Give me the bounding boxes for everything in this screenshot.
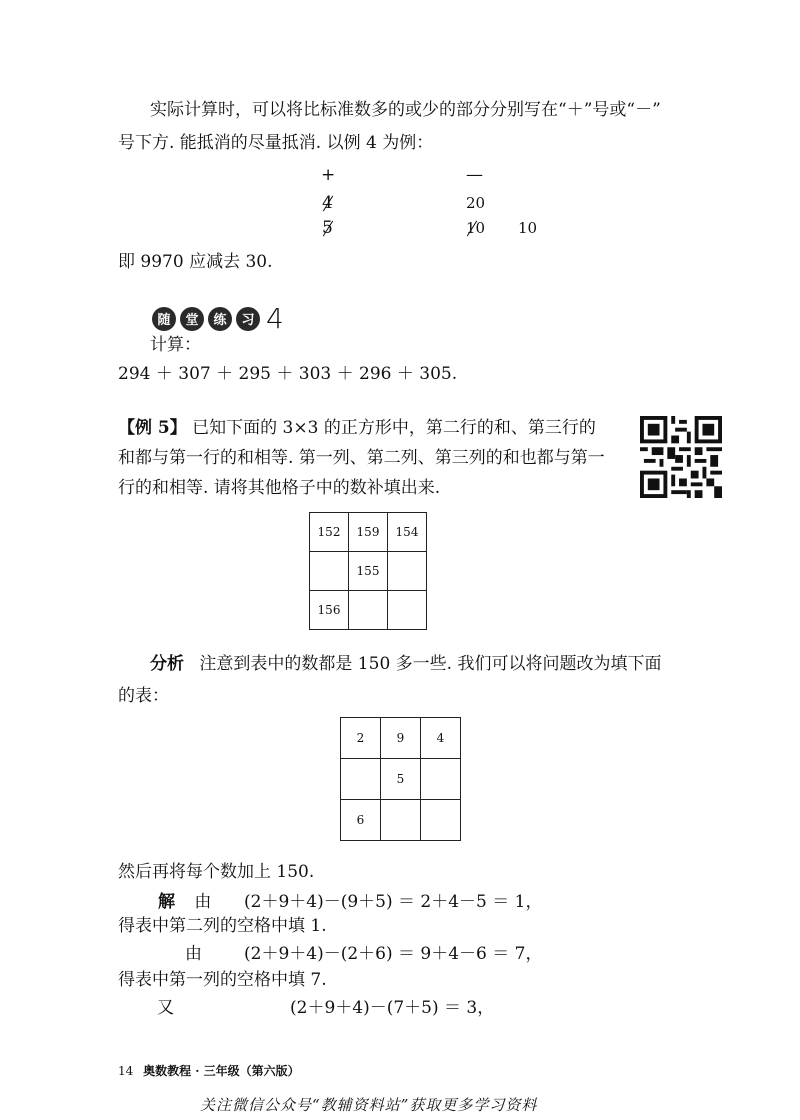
equation: (2＋9＋4)－(2＋6) ＝ 9＋4－6 ＝ 7，	[244, 944, 543, 964]
crossed-number: 10	[466, 216, 485, 240]
example-line: 行的和相等. 请将其他格子中的数补填出来.	[118, 478, 441, 498]
plus-value	[322, 191, 333, 215]
result-text: 得表中第一列的空格中填 7.	[118, 970, 327, 990]
grid-cell	[310, 552, 349, 591]
equation: (2＋9＋4)－(9＋5) ＝ 2＋4－5 ＝ 1，	[244, 892, 543, 912]
grid-cell: 2	[341, 718, 381, 759]
equation: (2＋9＋4)－(7＋5) ＝ 3，	[290, 998, 495, 1018]
grid-cell	[341, 759, 381, 800]
plus-value	[322, 216, 333, 240]
example-text: 已知下面的 3×3 的正方形中，第二行的和、第三行的	[192, 418, 596, 438]
practice-expression: 294 ＋ 307 ＋ 295 ＋ 303 ＋ 296 ＋ 305.	[118, 364, 458, 384]
paragraph-line: 号下方. 能抵消的尽量抵消. 以例 4 为例：	[118, 133, 434, 153]
number-grid	[309, 512, 427, 630]
practice-badge: 练	[208, 307, 232, 331]
page-footer	[118, 1062, 300, 1079]
grid-cell	[349, 591, 388, 630]
solution-word: 又	[157, 998, 174, 1018]
practice-badges	[152, 307, 260, 331]
page-number: 14	[118, 1064, 134, 1078]
grid-cell	[388, 552, 427, 591]
grid-cell	[388, 591, 427, 630]
grid-cell: 6	[341, 800, 381, 841]
analysis-line: 的表：	[118, 686, 169, 706]
crossed-number: 4	[322, 193, 333, 213]
crossed-number: 5	[322, 218, 333, 238]
solution-word: 由	[194, 892, 212, 912]
example-tag: 【例 5】	[118, 418, 187, 438]
conclusion-text: 即 9970 应减去 30.	[118, 252, 273, 272]
paragraph-line: 实际计算时，可以将比标准数多的或少的部分分别写在“＋”号或“－”	[150, 100, 661, 120]
watermark-text: 关注微信公众号“教辅资料站”获取更多学习资料	[200, 1096, 538, 1114]
grid-cell: 156	[310, 591, 349, 630]
practice-badge: 习	[236, 307, 260, 331]
practice-label: 计算：	[150, 335, 201, 355]
grid-cell	[421, 759, 461, 800]
minus-value	[466, 216, 485, 240]
grid-cell: 155	[349, 552, 388, 591]
practice-badge: 堂	[180, 307, 204, 331]
practice-header	[152, 302, 284, 335]
grid-cell: 9	[381, 718, 421, 759]
practice-number: 4	[266, 302, 284, 335]
remainder-value: 10	[518, 219, 538, 237]
book-title: 奥数教程 · 三年级（第六版）	[143, 1064, 300, 1078]
example-line: 和都与第一行的和相等. 第一列、第二列、第三列的和也都与第一	[118, 448, 605, 468]
minus-value: 20	[466, 194, 486, 212]
grid-cell: 4	[421, 718, 461, 759]
grid-cell: 152	[310, 513, 349, 552]
grid-cell: 5	[381, 759, 421, 800]
example-line	[118, 416, 596, 440]
solution-line	[158, 890, 211, 914]
qr-code-icon	[640, 416, 722, 498]
analysis-tag: 分析	[150, 654, 184, 674]
simplified-grid	[340, 717, 461, 841]
practice-badge: 随	[152, 307, 176, 331]
analysis-text: 注意到表中的数都是 150 多一些. 我们可以将问题改为填下面	[199, 654, 662, 674]
plus-header: +	[321, 165, 336, 185]
analysis-line	[150, 652, 661, 676]
grid-cell	[381, 800, 421, 841]
minus-header: —	[466, 165, 483, 185]
grid-cell: 159	[349, 513, 388, 552]
result-text: 得表中第二列的空格中填 1.	[118, 916, 327, 936]
solution-tag: 解	[158, 892, 175, 912]
solution-word: 由	[185, 944, 202, 964]
grid-cell	[421, 800, 461, 841]
after-grid-text: 然后再将每个数加上 150.	[118, 862, 315, 882]
grid-cell: 154	[388, 513, 427, 552]
